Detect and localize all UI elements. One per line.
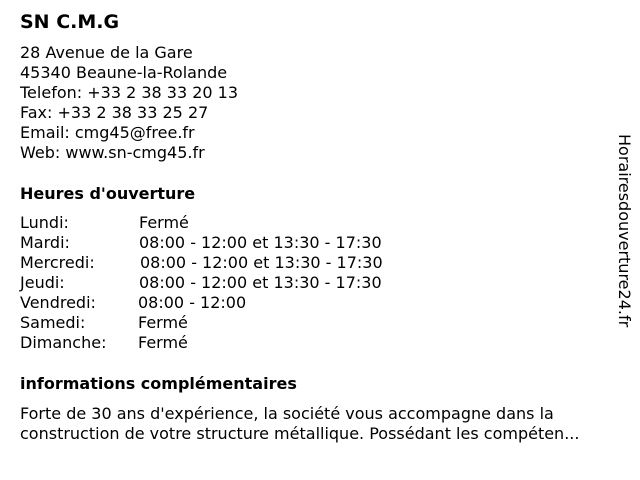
site-watermark: Horairesdouverture24.fr <box>615 134 634 328</box>
day-label: Mardi: <box>20 233 70 252</box>
day-label: Mercredi: <box>20 253 95 272</box>
email-address: Email: cmg45@free.fr <box>20 123 195 142</box>
day-hours: 08:00 - 12:00 <box>138 293 247 312</box>
day-label: Dimanche: <box>20 333 107 352</box>
day-hours: 08:00 - 12:00 et 13:30 - 17:30 <box>139 273 382 292</box>
additional-info-text <box>20 404 630 444</box>
day-label: Samedi: <box>20 313 86 332</box>
address-city: 45340 Beaune-la-Rolande <box>20 63 228 82</box>
info-line: construction de votre structure métallique. Possédant les compéten... <box>20 424 580 443</box>
day-hours: 08:00 - 12:00 et 13:30 - 17:30 <box>140 253 383 272</box>
day-hours: Fermé <box>138 333 188 352</box>
day-label: Vendredi: <box>20 293 96 312</box>
day-hours: 08:00 - 12:00 et 13:30 - 17:30 <box>139 233 382 252</box>
day-hours: Fermé <box>139 213 189 232</box>
phone-number: Telefon: +33 2 38 33 20 13 <box>20 83 239 102</box>
address-street: 28 Avenue de la Gare <box>20 43 193 62</box>
opening-hours-heading: Heures d'ouverture <box>20 184 196 203</box>
day-label: Jeudi: <box>20 273 65 292</box>
day-label: Lundi: <box>20 213 69 232</box>
website: Web: www.sn-cmg45.fr <box>20 143 205 162</box>
info-line: Forte de 30 ans d'expérience, la société vous accompagne dans la <box>20 404 554 423</box>
fax-number: Fax: +33 2 38 33 25 27 <box>20 103 209 122</box>
contact-block <box>20 43 238 163</box>
additional-info-heading: informations complémentaires <box>20 374 297 393</box>
day-hours: Fermé <box>138 313 188 332</box>
company-name: SN C.M.G <box>20 11 120 33</box>
